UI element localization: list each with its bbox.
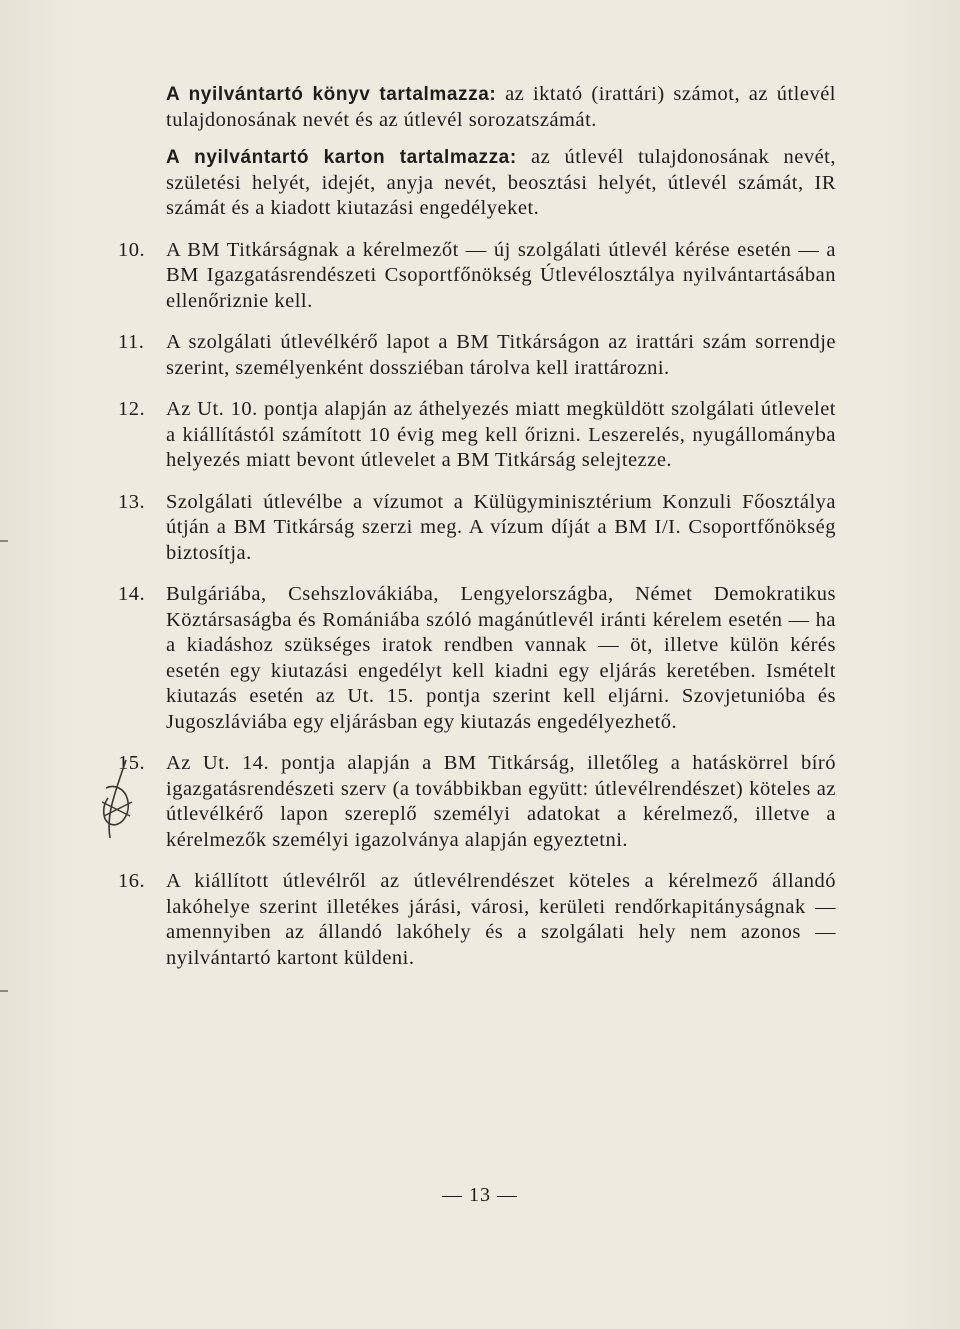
item-text: A BM Titkárságnak a kérelmezőt — új szolgálati útlevél kérése esetén — a BM Igazgatásrendészeti Csoportfőnökség Útlevélosztálya nyilvántartásában ellenőriznie kell. bbox=[166, 238, 836, 312]
item-number: 12. bbox=[118, 398, 146, 420]
item-number: 14. bbox=[118, 583, 146, 605]
item-number: 16. bbox=[118, 870, 146, 892]
scan-edge-mark bbox=[0, 540, 8, 542]
numbered-item bbox=[118, 330, 836, 381]
page-number: — 13 — bbox=[442, 1184, 518, 1206]
numbered-item bbox=[118, 582, 836, 735]
numbered-item bbox=[118, 490, 836, 567]
paragraph-text: az útlevél tulajdonosának nevét, születési helyét, idejét, anyja nevét, beosztási helyét, útlevél számát, IR számát és a kiadott kiutazási engedélyeket. bbox=[166, 146, 836, 219]
item-text: Az Ut. 14. pontja alapján a BM Titkárság, illetőleg a hatáskörrel bíró igazgatásrendészeti szerv (a továbbikban együtt: útlevélrendészet) köteles az útlevélkérő lapon szereplő személyi adatokat a kérelmező, illetve a kérelmezők személyi igazolványa alapján egyeztetni. bbox=[166, 752, 836, 851]
item-number: 15. bbox=[118, 752, 146, 774]
numbered-item bbox=[118, 238, 836, 315]
numbered-item bbox=[118, 751, 836, 853]
paragraph-lead: A nyilvántartó könyv tartalmazza: bbox=[166, 84, 497, 105]
paragraph-lead: A nyilvántartó karton tartalmazza: bbox=[166, 147, 517, 168]
numbered-item bbox=[118, 869, 836, 971]
item-text: Bulgáriába, Csehszlovákiába, Lengyelországba, Német Demokratikus Köztársaságba és Romániába szóló magánútlevél iránti kérelem esetén — ha a kiadáshoz szükséges iratok rendben vannak — öt, illetve külön kérés esetén egy kiutazási engedélyt kell kiadni egy eljárás keretében. Ismételt kiutazás esetén az Ut. 15. pontja szerint kell eljárni. Szovjetunióba és Jugoszláviába egy eljárásban egy kiutazás engedélyezhető. bbox=[166, 583, 836, 733]
item-text: A kiállított útlevélről az útlevélrendészet köteles a kérelmező állandó lakóhelye szerint illetékes járási, városi, kerületi rendőrkapitányságnak — amennyiben az állandó lakóhely és a szolgálati hely nem azonos — nyilvántartó kartont küldeni. bbox=[166, 870, 836, 969]
item-number: 13. bbox=[118, 490, 146, 513]
item-text: Az Ut. 10. pontja alapján az áthelyezés miatt megküldött szolgálati útlevelet a kiállítástól számított 10 évig meg kell őrizni. Leszerelés, nyugállományba helyezés miatt bevont útlevelet a BM Titkárság selejtezze. bbox=[166, 398, 836, 471]
paragraph-nyilvantarto-konyv bbox=[166, 82, 836, 133]
handwritten-margin-mark bbox=[96, 758, 140, 842]
item-text: A szolgálati útlevélkérő lapot a BM Titkárságon az irattári szám sorrendje szerint, személyenként dossziéban tárolva kell irattározni. bbox=[166, 331, 836, 379]
paragraph-text: az iktató (irattári) számot, az útlevél tulajdonosának nevét és az útlevél sorozatszámát. bbox=[166, 83, 837, 131]
item-number: 11. bbox=[118, 331, 145, 353]
body-text bbox=[118, 82, 837, 971]
paragraph-nyilvantarto-karton bbox=[166, 145, 836, 222]
scan-edge-mark bbox=[0, 990, 8, 992]
numbered-item bbox=[118, 397, 836, 474]
item-text: Szolgálati útlevélbe a vízumot a Külügyminisztérium Konzuli Főosztálya útján a BM Titkárság szerzi meg. A vízum díját a BM I/I. Csoportfőnökség biztosítja. bbox=[166, 490, 836, 564]
item-number: 10. bbox=[118, 238, 146, 261]
